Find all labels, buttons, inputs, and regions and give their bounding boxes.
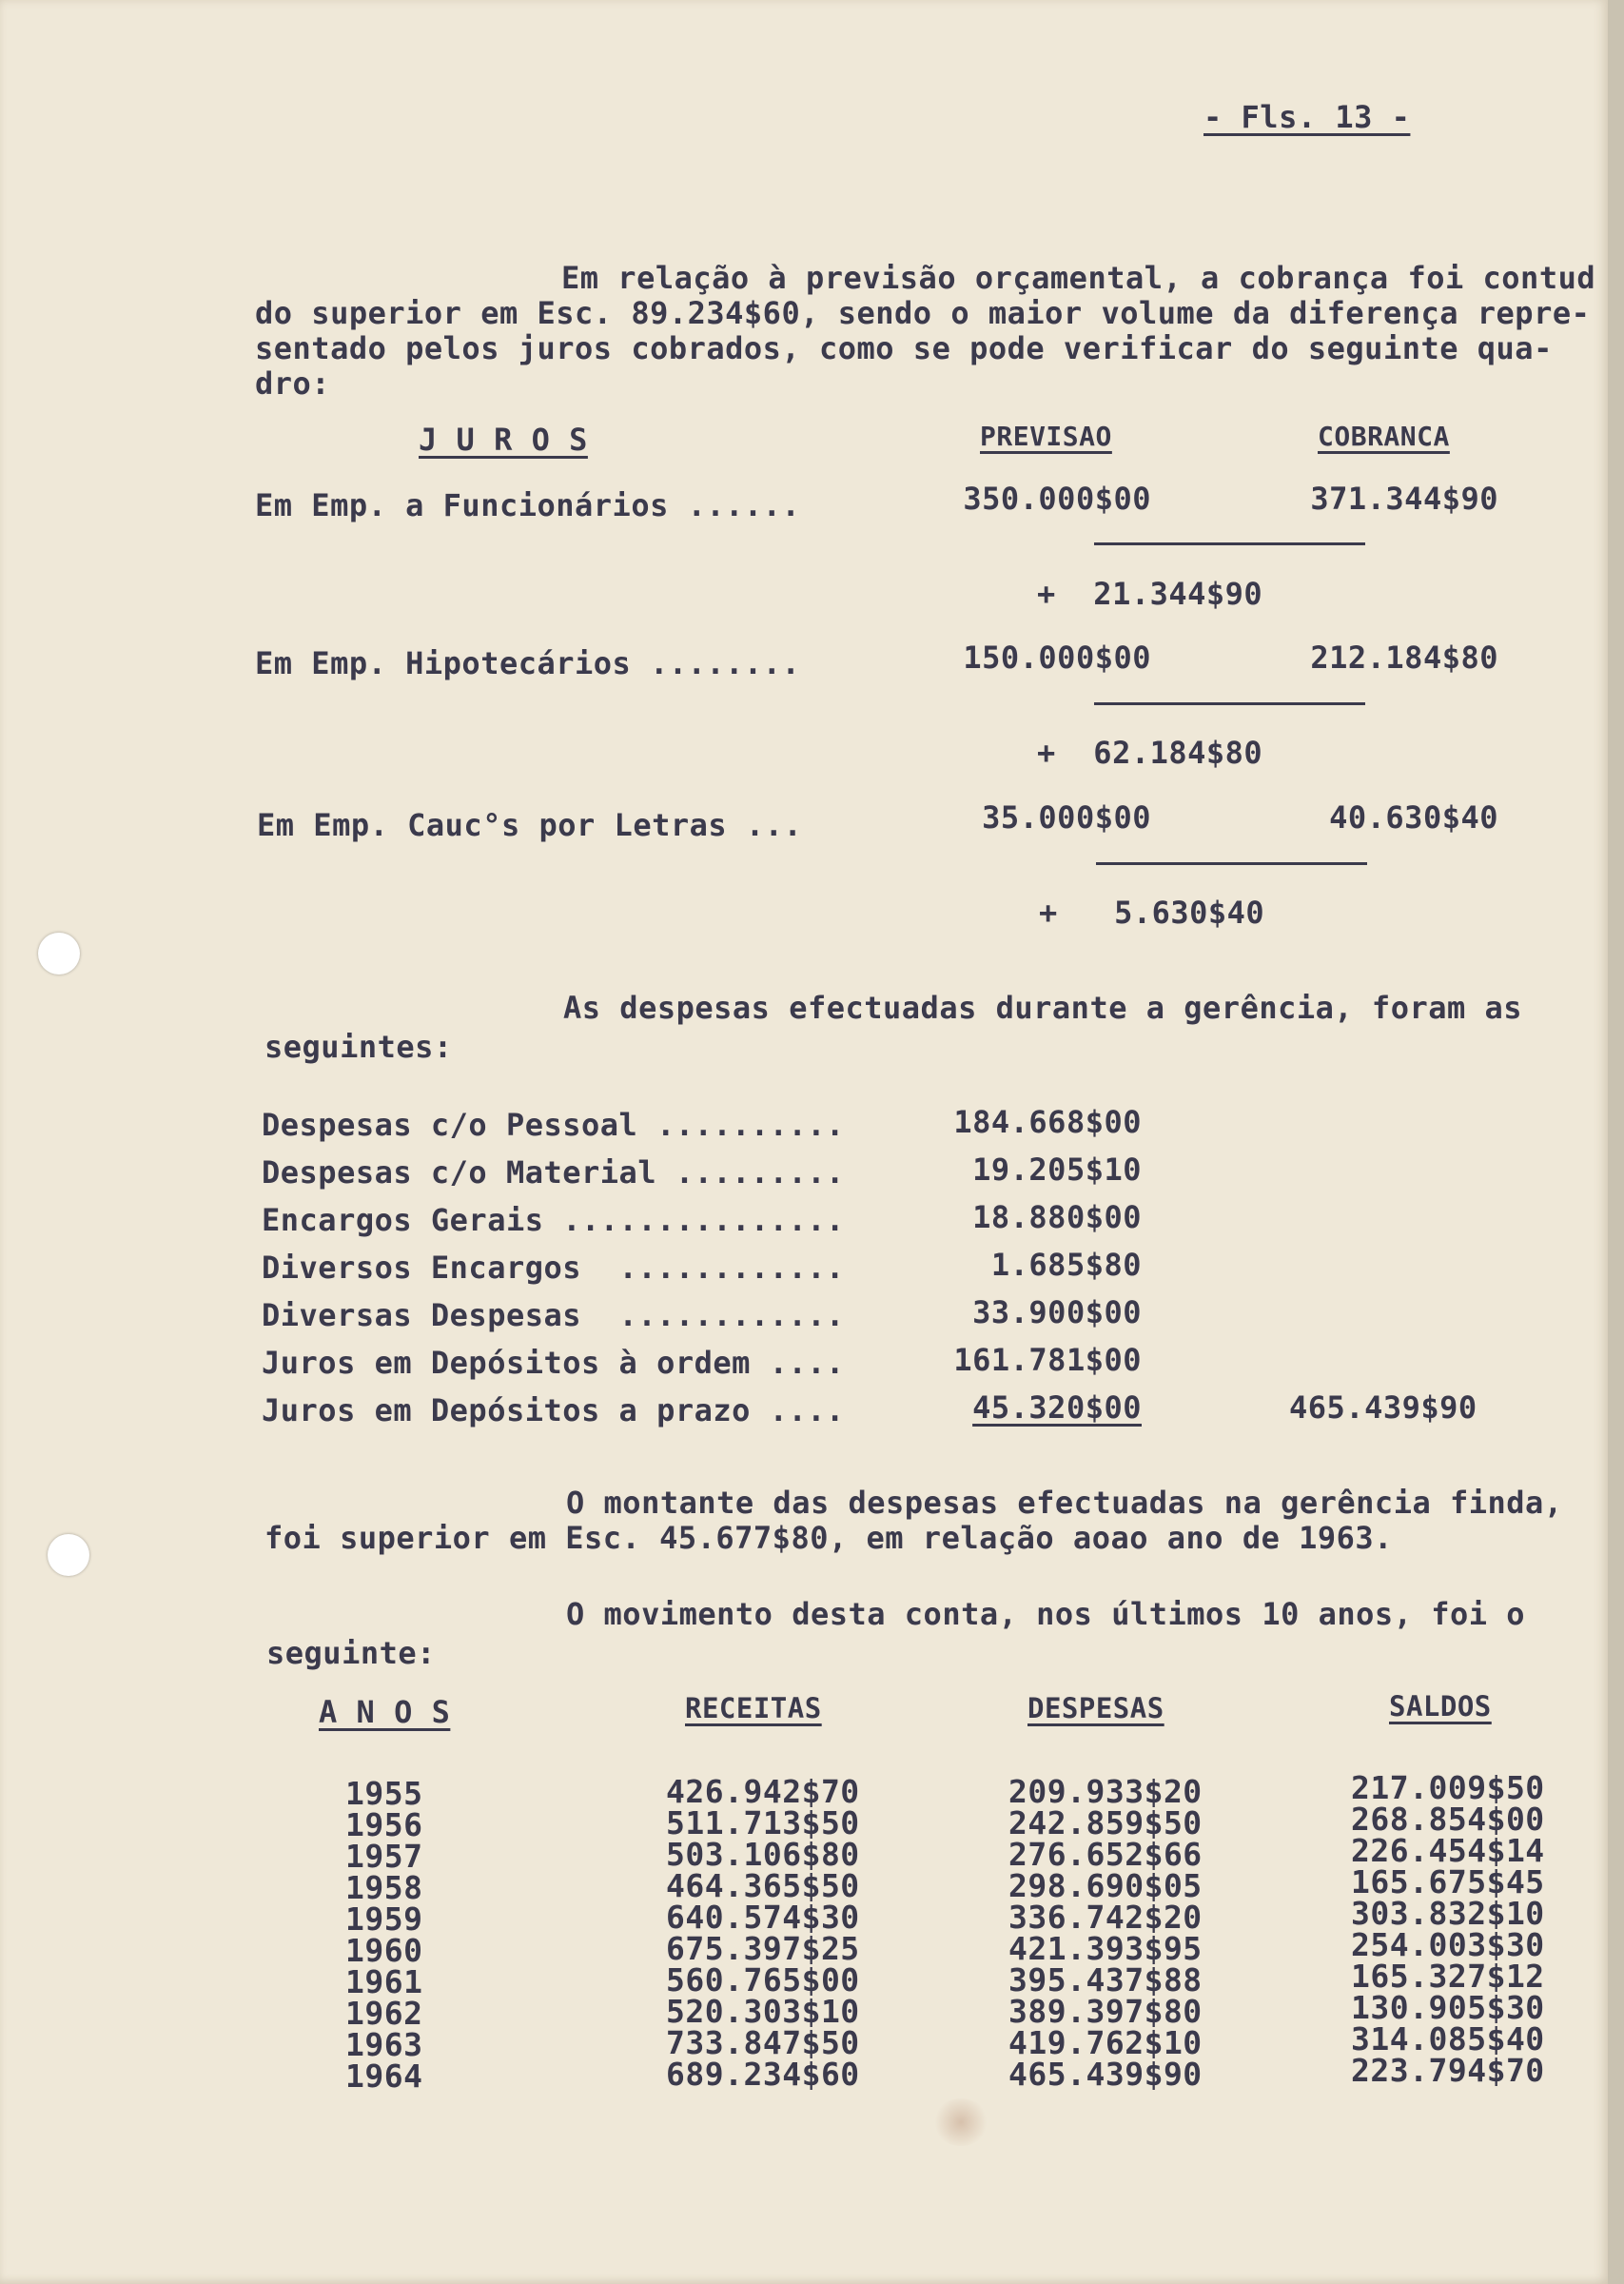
intro-line-2: do superior em Esc. 89.234$60, sendo o maior volume da diferença repre- xyxy=(255,295,1591,331)
intro-line-1: Em relação à previsão orçamental, a cobrança foi contud xyxy=(561,260,1596,296)
movimento-ano: 1955 xyxy=(345,1775,423,1812)
comparison-line-2: foi superior em Esc. 45.677$80, em relação aoao ano de 1963. xyxy=(264,1520,1393,1556)
movimento-despesa: 389.397$80 xyxy=(1008,1993,1203,2030)
juros-row-previsao: 350.000$00 xyxy=(963,481,1151,517)
movimento-receita: 511.713$50 xyxy=(666,1804,860,1841)
juros-row-label: Em Emp. Hipotecários ........ xyxy=(255,645,801,681)
movimento-despesa: 298.690$05 xyxy=(1008,1867,1203,1904)
despesa-label: Despesas c/o Pessoal .......... xyxy=(262,1107,845,1143)
despesa-value: 45.320$00 xyxy=(972,1389,1142,1426)
despesa-label: Juros em Depósitos à ordem .... xyxy=(262,1345,845,1381)
movimento-header-saldos: SALDOS xyxy=(1389,1690,1492,1723)
despesa-label: Diversas Despesas ............ xyxy=(262,1297,845,1333)
movimento-receita: 675.397$25 xyxy=(666,1930,860,1967)
punch-hole-bottom xyxy=(48,1534,89,1576)
movimento-receita: 426.942$70 xyxy=(666,1773,860,1810)
despesa-value: 161.781$00 xyxy=(953,1342,1142,1378)
movimento-saldo: 268.854$00 xyxy=(1351,1801,1545,1838)
movimento-receita: 520.303$10 xyxy=(666,1993,860,2030)
movimento-receita: 503.106$80 xyxy=(666,1836,860,1873)
movimento-intro-line-2: seguinte: xyxy=(266,1635,436,1671)
juros-header-cobranca: COBRANCA xyxy=(1318,421,1450,452)
page-edge xyxy=(1608,0,1624,2284)
movimento-ano: 1959 xyxy=(345,1900,423,1938)
despesas-total: 465.439$90 xyxy=(1289,1389,1477,1426)
movimento-receita: 733.847$50 xyxy=(666,2024,860,2061)
movimento-ano: 1962 xyxy=(345,1995,423,2032)
despesa-value: 33.900$00 xyxy=(972,1294,1142,1330)
movimento-saldo: 226.454$14 xyxy=(1351,1832,1545,1869)
juros-row-cobranca: 40.630$40 xyxy=(1329,799,1498,836)
juros-row-diff: + 5.630$40 xyxy=(1039,895,1265,931)
despesa-label: Encargos Gerais ............... xyxy=(262,1202,845,1238)
movimento-despesa: 276.652$66 xyxy=(1008,1836,1203,1873)
movimento-ano: 1960 xyxy=(345,1932,423,1969)
juros-row-label: Em Emp. Cauc°s por Letras ... xyxy=(257,807,803,843)
juros-row-rule xyxy=(1094,542,1365,545)
despesa-label: Diversos Encargos ............ xyxy=(262,1250,845,1286)
movimento-intro-line-1: O movimento desta conta, nos últimos 10 anos, foi o xyxy=(566,1596,1526,1632)
movimento-receita: 560.765$00 xyxy=(666,1961,860,1998)
despesa-value: 184.668$00 xyxy=(953,1104,1142,1140)
movimento-despesa: 336.742$20 xyxy=(1008,1899,1203,1936)
movimento-despesa: 242.859$50 xyxy=(1008,1804,1203,1841)
juros-row-previsao: 35.000$00 xyxy=(982,799,1151,836)
despesa-label: Despesas c/o Material ......... xyxy=(262,1154,845,1191)
movimento-header-receitas: RECEITAS xyxy=(685,1692,822,1724)
juros-row-rule xyxy=(1094,702,1365,705)
movimento-ano: 1961 xyxy=(345,1963,423,2000)
movimento-header-anos: A N O S xyxy=(319,1694,451,1730)
intro-line-4: dro: xyxy=(255,365,331,402)
juros-header-previsao: PREVISAO xyxy=(980,421,1112,452)
despesa-value: 1.685$80 xyxy=(990,1247,1142,1283)
movimento-saldo: 254.003$30 xyxy=(1351,1926,1545,1963)
movimento-header-despesas: DESPESAS xyxy=(1027,1692,1164,1724)
despesa-value: 18.880$00 xyxy=(972,1199,1142,1235)
juros-row-label: Em Emp. a Funcionários ...... xyxy=(255,487,801,523)
juros-header-label: J U R O S xyxy=(419,422,588,458)
juros-row-cobranca: 212.184$80 xyxy=(1310,640,1498,676)
page-reference: - Fls. 13 - xyxy=(1203,99,1411,135)
juros-row-previsao: 150.000$00 xyxy=(963,640,1151,676)
movimento-receita: 689.234$60 xyxy=(666,2056,860,2093)
movimento-saldo: 165.675$45 xyxy=(1351,1863,1545,1900)
despesas-intro-line-1: As despesas efectuadas durante a gerência, foram as xyxy=(563,990,1523,1026)
despesa-value: 19.205$10 xyxy=(972,1152,1142,1188)
movimento-despesa: 209.933$20 xyxy=(1008,1773,1203,1810)
despesas-intro-line-2: seguintes: xyxy=(264,1029,453,1065)
juros-row-diff: + 21.344$90 xyxy=(1037,576,1263,612)
movimento-saldo: 303.832$10 xyxy=(1351,1895,1545,1932)
juros-row-cobranca: 371.344$90 xyxy=(1310,481,1498,517)
movimento-ano: 1957 xyxy=(345,1838,423,1875)
juros-row-rule xyxy=(1096,862,1367,865)
movimento-ano: 1964 xyxy=(345,2058,423,2095)
movimento-saldo: 130.905$30 xyxy=(1351,1989,1545,2026)
movimento-despesa: 421.393$95 xyxy=(1008,1930,1203,1967)
movimento-saldo: 217.009$50 xyxy=(1351,1769,1545,1806)
movimento-saldo: 314.085$40 xyxy=(1351,2020,1545,2058)
movimento-despesa: 419.762$10 xyxy=(1008,2024,1203,2061)
movimento-receita: 640.574$30 xyxy=(666,1899,860,1936)
movimento-despesa: 465.439$90 xyxy=(1008,2056,1203,2093)
punch-hole-top xyxy=(38,933,80,975)
movimento-receita: 464.365$50 xyxy=(666,1867,860,1904)
stain-mark xyxy=(932,2098,989,2146)
intro-line-3: sentado pelos juros cobrados, como se pode verificar do seguinte qua- xyxy=(255,330,1553,366)
movimento-ano: 1963 xyxy=(345,2026,423,2063)
comparison-line-1: O montante das despesas efectuadas na gerência finda, xyxy=(566,1485,1563,1521)
movimento-ano: 1958 xyxy=(345,1869,423,1906)
movimento-saldo: 165.327$12 xyxy=(1351,1958,1545,1995)
movimento-saldo: 223.794$70 xyxy=(1351,2052,1545,2089)
juros-row-diff: + 62.184$80 xyxy=(1037,735,1263,771)
despesa-label: Juros em Depósitos a prazo .... xyxy=(262,1392,845,1428)
movimento-despesa: 395.437$88 xyxy=(1008,1961,1203,1998)
movimento-ano: 1956 xyxy=(345,1806,423,1843)
